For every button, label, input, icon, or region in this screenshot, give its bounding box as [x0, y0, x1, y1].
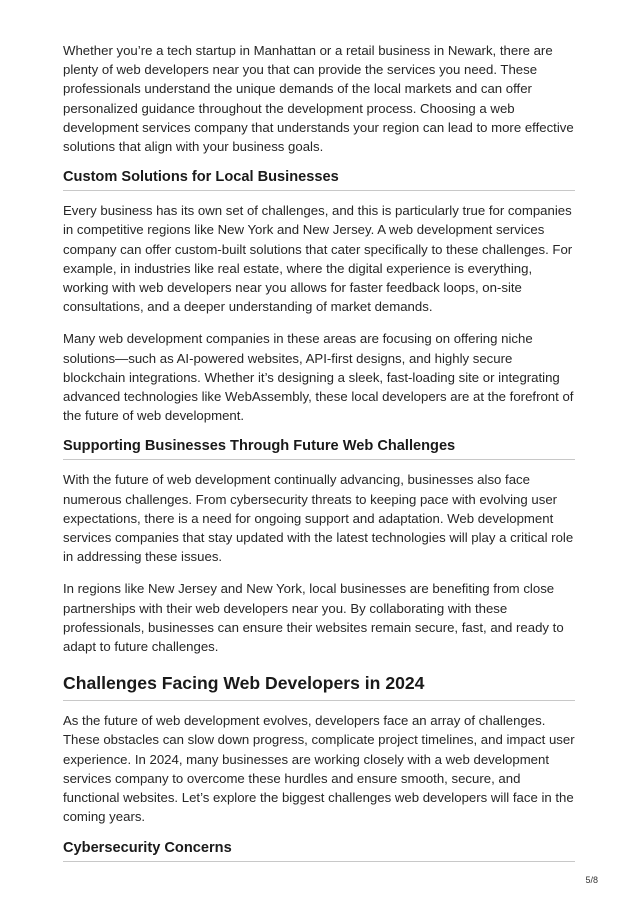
- section-heading-challenges-2024: Challenges Facing Web Developers in 2024: [63, 673, 575, 701]
- paragraph: Every business has its own set of challenges, and this is particularly true for companies in competitive regions like New York and New Jersey. A web development services company can offer custom-built solutions that cater specifically to these challenges. For example, in industries like real estate, where the digital experience is everything, working with web developers near you allows for faster feedback loops, on-site consultations, and a deeper understanding of market demands.: [63, 203, 573, 315]
- intro-paragraph: Whether you’re a tech startup in Manhattan or a retail business in Newark, there are plenty of web developers near you that can provide the services you need. These professionals understand the unique demands of the local markets and can offer personalized guidance throughout the development process. Choosing a web development services company that understands your region can lead to more effective solutions that align with your business goals.: [63, 43, 574, 155]
- page-number: 5/8: [585, 875, 598, 885]
- paragraph: Many web development companies in these areas are focusing on offering niche solutions—such as AI-powered websites, API-first designs, and highly secure blockchain integrations. Whether it’s designing a sleek, fast-loading site or integrating advanced technologies like WebAssembly, these local developers are at the forefront of the future of web development.: [63, 331, 574, 424]
- section-heading-cybersecurity: Cybersecurity Concerns: [63, 840, 575, 862]
- section-heading-supporting-businesses: Supporting Businesses Through Future Web Challenges: [63, 438, 575, 460]
- section-heading-custom-solutions: Custom Solutions for Local Businesses: [63, 169, 575, 191]
- paragraph: In regions like New Jersey and New York, local businesses are benefiting from close partnerships with their web developers near you. By collaborating with these professionals, businesses can ensure their websites remain secure, fast, and ready to adapt to future challenges.: [63, 581, 564, 655]
- document-page: [63, 41, 575, 872]
- paragraph: With the future of web development continually advancing, businesses also face numerous challenges. From cybersecurity threats to keeping pace with evolving user expectations, there is a need for ongoing support and adaptation. Web development services companies that stay updated with the latest technologies will play a critical role in addressing these issues.: [63, 472, 574, 565]
- paragraph: As the future of web development evolves, developers face an array of challenges. These obstacles can slow down progress, complicate project timelines, and impact user experience. In 2024, many businesses are working closely with a web development services company to overcome these hurdles and ensure smooth, secure, and functional websites. Let’s explore the biggest challenges web developers will face in the coming years.: [63, 713, 575, 825]
